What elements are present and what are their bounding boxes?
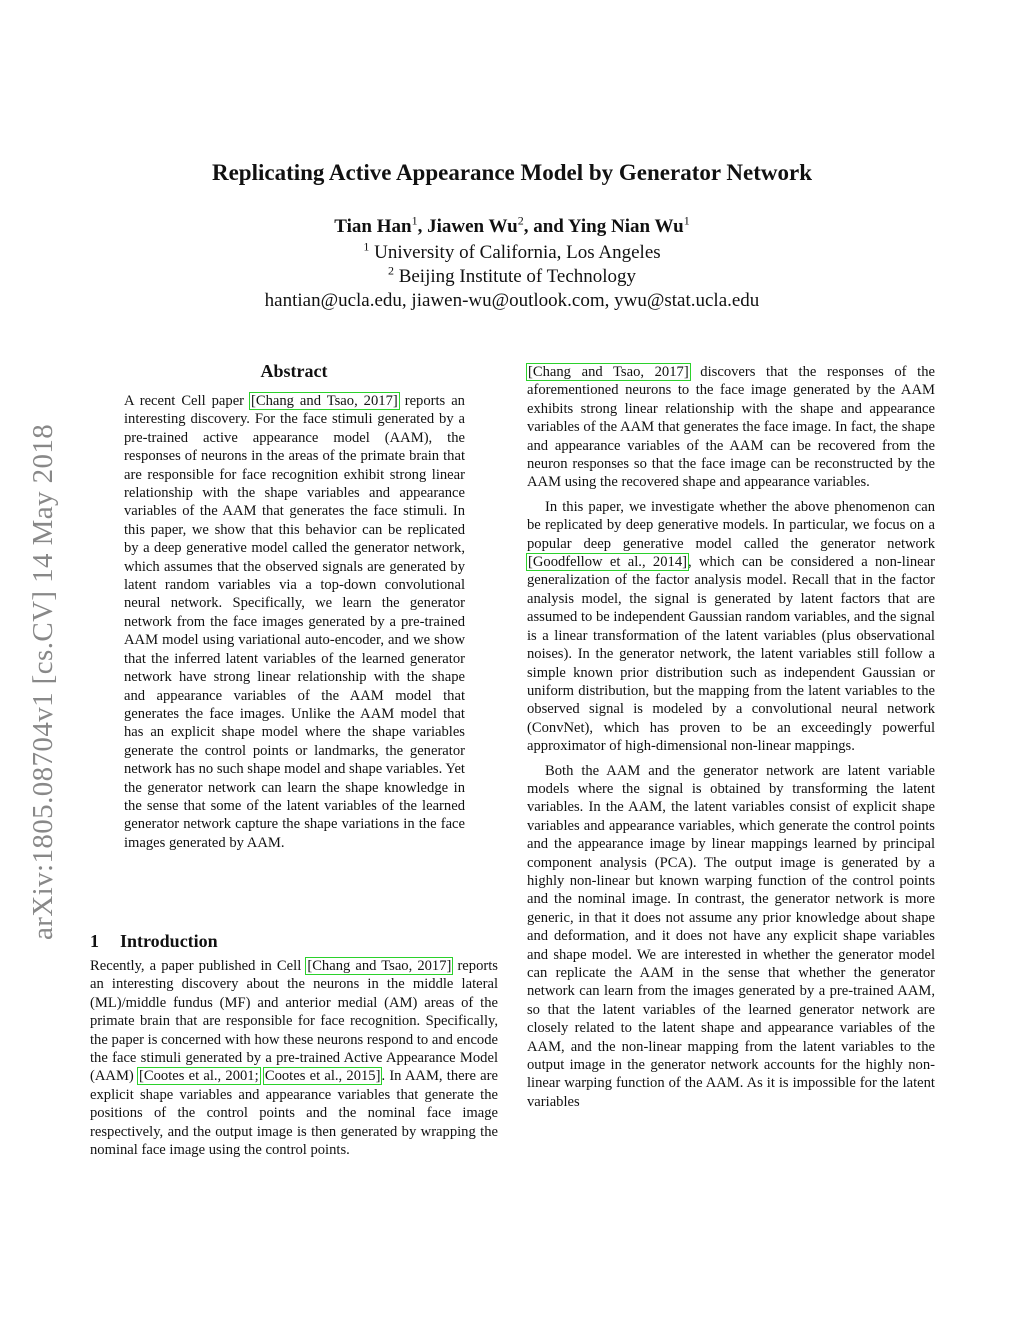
affiliation-name: Beijing Institute of Technology	[393, 266, 637, 287]
introduction-body	[90, 957, 498, 1159]
citation-link[interactable]: [Chang and Tsao, 2017]	[251, 393, 398, 409]
paragraph: Both the AAM and the generator network are latent variable models where the signal is obtained by transforming the latent variables. In the AAM, the latent variables consist of explicit shape variables and appearance variables, which generate the control points and the appearance image by linear mappings learned by principal component analysis (PCA). The output image is generated by a highly non-linear but known warping function of the control points and the nominal image. In contrast, the generator network is more generic, in that it does not assume any prior knowledge about shape and deformation, and it does not have any explicit shape variables and shape model. We are interested in whether the generator model can replicate the AAM in the sense that whether the generator network can learn from the images generated by a pre-trained AAM, so that the latent variables of the learned generator network are closely related to the latent shape and appearance variables of the AAM, and the non-linear mapping from the latent variables to the output image in the generator network accounts for the highly non-linear warping function of the AAM. As it is impossible for the latent variables	[527, 762, 935, 1110]
arxiv-identifier-stamp: arXiv:1805.08704v1 [cs.CV] 14 May 2018	[27, 423, 59, 940]
citation-link[interactable]: [Goodfellow et al., 2014]	[528, 554, 687, 571]
affiliation-name: University of California, Los Angeles	[369, 242, 661, 263]
author-affiliation-mark: 1	[411, 213, 418, 228]
author-list	[0, 213, 1024, 238]
right-column-body	[527, 363, 935, 1111]
paragraph-text: , which can be considered a non-linear generalization of the factor analysis model. Recall that in the factor analysis model, the signal is generated by latent factors that are assumed to be independent Gaussian random variables, and the signal is a linear transformation of the latent variables (plus observational noises). In the generator network, the latent variables still follow a simple known prior distribution such as independent Gaussian or uniform distribution, but the mapping from the latent variables to the observed signal is modeled by a convolutional neural network (ConvNet), which has proven to be an exceedingly powerful approximator of high-dimensional non-linear mappings.	[527, 554, 935, 755]
section-heading-introduction	[90, 931, 218, 952]
paragraph	[527, 363, 935, 492]
affiliation-mark: 1	[363, 239, 370, 254]
citation-link[interactable]: Cootes et al., 2015]	[264, 1068, 381, 1085]
abstract-heading: Abstract	[260, 361, 328, 381]
paper-title: Replicating Active Appearance Model by Generator Network	[211, 160, 813, 185]
author-name: , Jiawen Wu	[417, 216, 518, 237]
paragraph-text: discovers that the responses of the aforementioned neurons to the face image generated by the AAM exhibits strong linear relationship with the shape and appearance variables of the AAM that generates the face image. In fact, the shape and appearance variables of the AAM can be recovered from the neuron responses so that the face image can be reconstructed by the AAM using the recovered shape and appearance variables.	[527, 364, 935, 491]
section-title: Introduction	[120, 931, 218, 951]
citation-link[interactable]: [Chang and Tsao, 2017]	[528, 364, 689, 380]
author-emails: hantian@ucla.edu, jiawen-wu@outlook.com, ywu@stat.ucla.edu	[264, 290, 760, 311]
abstract-text-rest: reports an interesting discovery. For the face stimuli generated by a pre-trained active appearance model (AAM), the responses of neurons in the areas of the primate brain that are responsible for face recognition exhibit strong linear relationship with the shape variables and appearance variables of the AAM that generates the face stimuli. In this paper, we show that this behavior can be replicated by a deep generative model called the generator network, which assumes that the observed signals are generated by latent random variables via a top-down convolutional neural network. Specifically, we learn the generator network from the face images generated by a pre-trained AAM model using variational auto-encoder, and we show that the inferred latent variables of the learned generator network have strong linear relationship with the shape and appearance variables of the AAM model that generates the face images. Unlike the AAM model that has an explicit shape model where the shape variables generate the control points or landmarks, the generator network has no such shape model and shape variables. Yet the generator network can learn the shape knowledge in the sense that some of the latent variables of the learned generator network capture the shape variations in the face images generated by AAM.	[124, 393, 465, 851]
intro-text-middle: reports an interesting discovery about the neurons in the middle lateral (ML)/middle fundus (MF) and anterior medial (AM) areas of the primate brain that are responsible for face recognition. Specifically, the paper is concerned with how these neurons respond to and encode the face stimuli generated by a pre-trained Active Appearance Model (AAM)	[90, 958, 498, 1085]
author-name: , and Ying Nian Wu	[523, 216, 684, 237]
author-affiliation-mark: 2	[517, 213, 524, 228]
paragraph	[527, 498, 935, 756]
affiliation-mark: 2	[387, 263, 394, 278]
section-number: 1	[90, 931, 99, 951]
paragraph-text: In this paper, we investigate whether the above phenomenon can be replicated by deep generative models. In particular, we focus on a popular deep generative model called the generator network	[527, 498, 935, 552]
abstract-body	[124, 392, 465, 852]
author-name: Tian Han	[334, 216, 412, 237]
intro-text-end: . In AAM, there are explicit shape variables and appearance variables that generate the positions of the control points and the nominal face image respectively, and the output image is then generated by wrapping the nominal face image using the control points.	[90, 1068, 498, 1159]
citation-link[interactable]: [Chang and Tsao, 2017]	[307, 958, 452, 974]
citation-link[interactable]: [Cootes et al., 2001;	[139, 1068, 259, 1085]
affiliation-2	[0, 263, 1024, 288]
abstract-text-start: A recent Cell paper	[124, 393, 250, 409]
author-affiliation-mark: 1	[683, 213, 690, 228]
affiliation-1	[0, 239, 1024, 264]
intro-text-start: Recently, a paper published in Cell	[90, 958, 307, 974]
